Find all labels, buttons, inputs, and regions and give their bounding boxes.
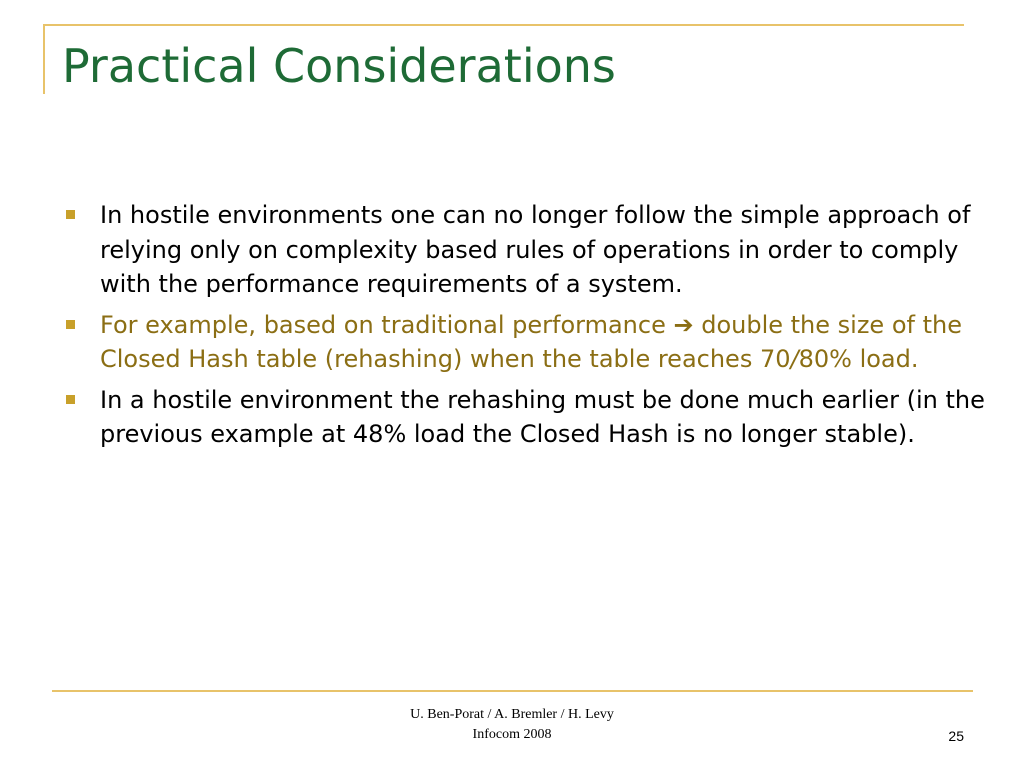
- bullet-text: In hostile environments one can no longer follow the simple approach of relying only on complexity based rules of operations in order to comply with the performance requirements of a system.: [100, 201, 971, 298]
- title-bracket-top: [43, 24, 964, 26]
- footer-divider: [52, 690, 973, 692]
- square-bullet-icon: [66, 395, 75, 404]
- page-number: 25: [948, 728, 964, 744]
- bullet-item-2: [62, 308, 992, 377]
- right-arrow-icon: ➔: [673, 310, 694, 339]
- title-bracket-left: [43, 24, 45, 94]
- footer-venue: Infocom 2008: [472, 727, 552, 742]
- slide-title: Practical Considerations: [62, 39, 616, 93]
- bullet-text-after: double the size of the Closed Hash table (rehashing) when the table reaches 70: [100, 310, 962, 373]
- square-bullet-icon: [66, 210, 75, 219]
- bullet-separator: /: [790, 345, 799, 373]
- footer-authors: U. Ben-Porat / A. Bremler / H. Levy: [410, 707, 614, 722]
- bullet-text-before: For example, based on traditional performance: [100, 310, 674, 339]
- bullet-text-end: 80% load.: [798, 345, 919, 373]
- bullet-list: [62, 198, 992, 458]
- bullet-item-1: [62, 198, 992, 302]
- bullet-item-3: [62, 383, 992, 452]
- square-bullet-icon: [66, 320, 75, 329]
- bullet-text: In a hostile environment the rehashing must be done much earlier (in the previous example at 48% load the Closed Hash is no longer stable).: [100, 385, 985, 448]
